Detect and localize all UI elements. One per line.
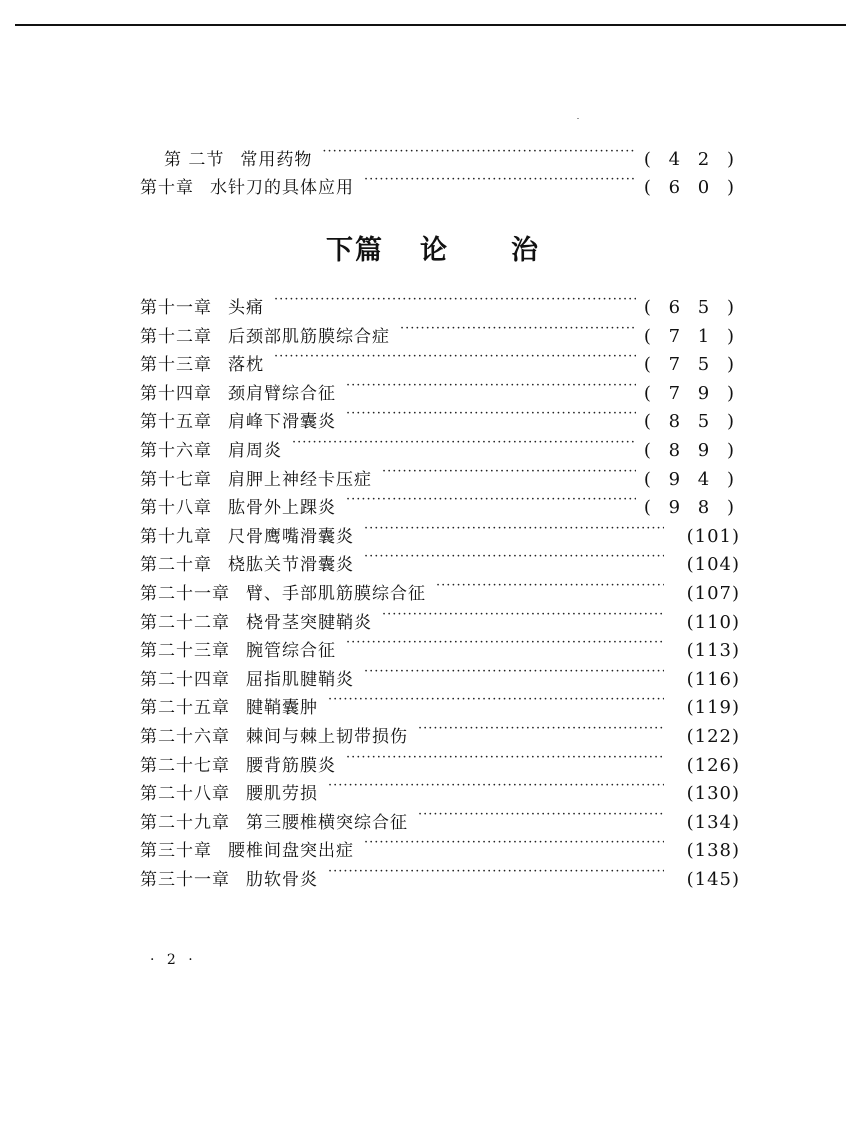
toc-page-number: (134) — [686, 811, 740, 833]
toc-page-number: (138) — [686, 840, 740, 862]
dot-leader — [382, 457, 636, 485]
toc-chapter-number: 第二十九章 — [140, 812, 230, 833]
toc-chapter-number: 第十七章 — [140, 469, 212, 490]
toc-chapter-number: 第三十一章 — [140, 869, 230, 890]
dot-leader — [322, 137, 635, 165]
toc-chapter-number: 第三十章 — [140, 841, 212, 862]
part-heading — [0, 228, 866, 267]
toc-chapter-number: 第十九章 — [140, 526, 212, 547]
toc-entry[interactable] — [140, 137, 740, 170]
dot-leader — [436, 571, 664, 599]
dot-leader — [274, 285, 636, 313]
dot-leader — [328, 857, 664, 885]
toc-page-number: ( 9 4 ) — [643, 468, 740, 490]
toc-entry-title: 桡骨茎突腱鞘炎 — [246, 612, 372, 633]
dot-leader — [364, 542, 664, 570]
toc-entry-title: 肋软骨炎 — [246, 869, 318, 890]
toc-chapter-number: 第 二节 — [164, 150, 225, 170]
dot-leader — [382, 600, 664, 628]
dot-leader — [292, 428, 636, 456]
part-heading-word: 治 — [511, 235, 540, 266]
toc-chapter-number: 第二十四章 — [140, 669, 230, 690]
dot-leader — [364, 828, 664, 856]
toc-entry[interactable] — [140, 600, 740, 633]
dot-leader — [364, 657, 664, 685]
toc-page-number: ( 8 9 ) — [643, 439, 740, 461]
toc-entry-title: 第三腰椎横突综合征 — [246, 812, 408, 833]
toc-entry-title: 腰背筋膜炎 — [246, 755, 336, 776]
toc-page-number: ( 8 5 ) — [643, 411, 740, 433]
toc-page-number: (116) — [686, 668, 740, 690]
toc-chapter-number: 第二十七章 — [140, 755, 230, 776]
toc-chapter-number: 第二十三章 — [140, 641, 230, 662]
page-folio: · 2 · — [150, 952, 197, 968]
toc-chapter-number: 第二十一章 — [140, 583, 230, 604]
toc-page-number: ( 9 8 ) — [643, 497, 740, 519]
toc-entry-title: 常用药物 — [240, 150, 313, 170]
toc-chapter-number: 第十六章 — [140, 440, 212, 461]
toc-entry-title: 腕管综合征 — [246, 641, 336, 662]
toc-entry[interactable] — [140, 771, 740, 805]
toc-page-number: (110) — [686, 611, 740, 633]
toc-entry[interactable] — [140, 285, 740, 318]
toc-page-number: (107) — [686, 582, 740, 604]
toc-page-number: (101) — [686, 525, 740, 547]
toc-page-number: ( 7 1 ) — [643, 325, 740, 347]
toc-upper-section — [140, 137, 740, 198]
toc-entry-title: 落枕 — [228, 355, 264, 376]
dot-leader — [364, 514, 664, 542]
toc-page-number: ( 7 5 ) — [643, 354, 740, 376]
toc-page-number: ( 7 9 ) — [643, 382, 740, 404]
header-rule — [15, 24, 846, 26]
toc-entry[interactable] — [140, 714, 740, 747]
toc-entry-title: 头痛 — [228, 298, 264, 318]
toc-page-number: (130) — [686, 783, 740, 805]
toc-entry-title: 腰椎间盘突出症 — [228, 841, 354, 862]
dot-leader — [364, 165, 636, 193]
dot-leader — [346, 628, 664, 656]
toc-chapter-number: 第二十五章 — [140, 698, 230, 719]
part-heading-word: 论 — [420, 235, 449, 266]
toc-chapter-number: 第十章 — [140, 178, 194, 198]
dot-leader — [274, 342, 636, 370]
dot-leader — [346, 371, 636, 399]
toc-page-number: (104) — [686, 554, 740, 576]
toc-chapter-number: 第十五章 — [140, 412, 212, 433]
toc-page-number: (113) — [686, 640, 740, 662]
toc-page-number: (122) — [686, 725, 740, 747]
toc-entry-title: 腰肌劳损 — [246, 784, 318, 805]
toc-chapter-number: 第二十八章 — [140, 784, 230, 805]
dot-leader — [418, 714, 664, 742]
toc-entry-title: 后颈部肌筋膜综合症 — [228, 326, 390, 347]
part-heading-word: 下篇 — [326, 235, 384, 266]
dot-leader — [328, 771, 664, 799]
toc-entry[interactable] — [140, 800, 740, 833]
scan-speck — [577, 118, 579, 119]
toc-chapter-number: 第十四章 — [140, 383, 212, 404]
dot-leader — [346, 485, 636, 513]
dot-leader — [400, 314, 636, 342]
toc-entry[interactable] — [140, 657, 740, 690]
toc-page-number: ( 4 2 ) — [643, 149, 740, 170]
toc-chapter-number: 第二十六章 — [140, 726, 230, 747]
toc-chapter-number: 第十一章 — [140, 298, 212, 318]
toc-entry-title: 腱鞘囊肿 — [246, 698, 318, 719]
toc-entry[interactable] — [140, 828, 740, 862]
toc-page-number: (119) — [686, 697, 740, 719]
toc-entry-title: 肩峰下滑囊炎 — [228, 412, 336, 433]
toc-entry-title: 尺骨鹰嘴滑囊炎 — [228, 526, 354, 547]
toc-entry-title: 棘间与棘上韧带损伤 — [246, 726, 408, 747]
toc-entry-title: 水针刀的具体应用 — [210, 178, 354, 198]
toc-page-number: ( 6 5 ) — [643, 297, 740, 318]
toc-entry[interactable] — [140, 685, 740, 719]
dot-leader — [418, 800, 664, 828]
toc-entry-title: 桡肱关节滑囊炎 — [228, 555, 354, 576]
toc-entry-title: 臂、手部肌筋膜综合征 — [246, 583, 426, 604]
toc-chapter-number: 第十八章 — [140, 498, 212, 519]
dot-leader — [346, 399, 636, 427]
toc-page-number: ( 6 0 ) — [643, 177, 740, 198]
toc-chapter-number: 第十二章 — [140, 326, 212, 347]
dot-leader — [328, 685, 664, 713]
dot-leader — [346, 743, 664, 771]
toc-page-number: (145) — [686, 868, 740, 890]
toc-entry-title: 肩周炎 — [228, 440, 282, 461]
toc-entry[interactable] — [140, 628, 740, 662]
toc-entry-title: 颈肩臂综合征 — [228, 383, 336, 404]
toc-chapter-number: 第十三章 — [140, 355, 212, 376]
toc-entry-title: 肱骨外上踝炎 — [228, 498, 336, 519]
toc-entry[interactable] — [140, 743, 740, 776]
toc-chapter-number: 第二十二章 — [140, 612, 230, 633]
toc-entry-title: 屈指肌腱鞘炎 — [246, 669, 354, 690]
toc-chapter-number: 第二十章 — [140, 555, 212, 576]
toc-main-section — [140, 285, 740, 890]
toc-entry-title: 肩胛上神经卡压症 — [228, 469, 372, 490]
toc-page-number: (126) — [686, 754, 740, 776]
